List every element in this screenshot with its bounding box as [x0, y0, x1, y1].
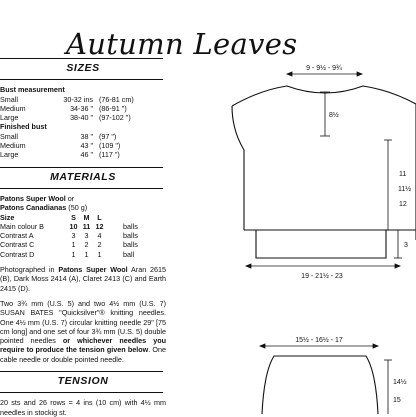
bust-measurement-heading: Bust measurement: [0, 85, 65, 95]
yarn-row-main-colour: Main colour B 10 11 12 balls: [0, 221, 138, 231]
yarn-row-contrast-a: Contrast A 3 3 4 balls: [0, 231, 138, 241]
pattern-title: Autumn Leaves: [66, 27, 298, 61]
finished-row-large: Large 46 " (117 "): [0, 150, 120, 160]
arrow-icon: [287, 72, 292, 76]
sleeve-width-label: 15½ - 16½ - 17: [295, 337, 343, 344]
sleeve-length-label-1: 14½: [393, 379, 407, 386]
materials-heading: MATERIALS: [50, 170, 116, 183]
sizes-heading: SIZES: [66, 62, 100, 74]
bottom-width-label: 19 - 21½ - 23: [301, 273, 343, 280]
bust-row-large: Large 38-40 " (97-102 "): [0, 113, 131, 123]
finished-row-small: Small 38 " (97 "): [0, 131, 117, 141]
side-length-label-2: 11½: [398, 186, 412, 193]
sleeve-length-label-2: 15: [393, 397, 401, 404]
finished-bust-heading: Finished bust: [0, 122, 47, 132]
arrow-icon: [373, 344, 378, 348]
arrow-icon: [395, 264, 400, 268]
sleeve-outline: [262, 356, 378, 414]
dimension-lines: [246, 72, 402, 414]
top-width-label: 9 - 9½ - 9¾: [306, 65, 342, 72]
bust-row-medium: Medium 34-36 " (86-91 "): [0, 103, 127, 113]
arrow-icon: [246, 264, 251, 268]
side-length-label-1: 11: [399, 171, 407, 178]
sleeve-shape: [262, 356, 378, 414]
needles-paragraph: Two 3¾ mm (U.S. 5) and two 4½ mm (U.S. 7) SUSAN BATES "Quicksilver"® knitting needles. One 4½ mm (U.S. 7) circular knitting needle 29" [75 cm long] and one set of four 3¾ mm (U.S. 5) double pointed needles or whichever needles you require to produce the tension given below. One cable needle or double pointed needle.: [0, 298, 166, 364]
side-length-label-3: 12: [399, 201, 407, 208]
neckline-shoulder-curve: [232, 86, 416, 106]
finished-row-medium: Medium 43 " (109 "): [0, 141, 121, 151]
arrow-icon: [357, 72, 362, 76]
tension-heading: TENSION: [57, 375, 109, 388]
bust-row-small: Small 30-32 ins (76-81 cm): [0, 94, 134, 104]
yarn-line-2: Patons Canadianas (50 g): [0, 203, 88, 213]
tension-text: 20 sts and 26 rows = 4 ins (10 cm) with 4½ mm needles in stockig st.: [0, 398, 166, 417]
photographed-in-paragraph: Photographed in Patons Super Wool Aran 2615 (B), Dark Moss 2414 (A), Claret 2413 (C) and Earth 2415 (D).: [0, 265, 166, 293]
yarn-row-contrast-d: Contrast D 1 1 1 ball: [0, 249, 135, 259]
ribbing-outline: [256, 230, 386, 258]
yarn-row-contrast-c: Contrast C 1 2 2 balls: [0, 240, 138, 250]
shoulder-depth-label: 8½: [329, 112, 339, 119]
left-side-seam: [232, 106, 244, 230]
rib-height-label: 3: [404, 242, 408, 249]
arrow-icon: [260, 344, 265, 348]
yarn-line-1: Patons Super Wool or: [0, 193, 75, 203]
yarn-table-header: Size S M L: [0, 212, 102, 222]
